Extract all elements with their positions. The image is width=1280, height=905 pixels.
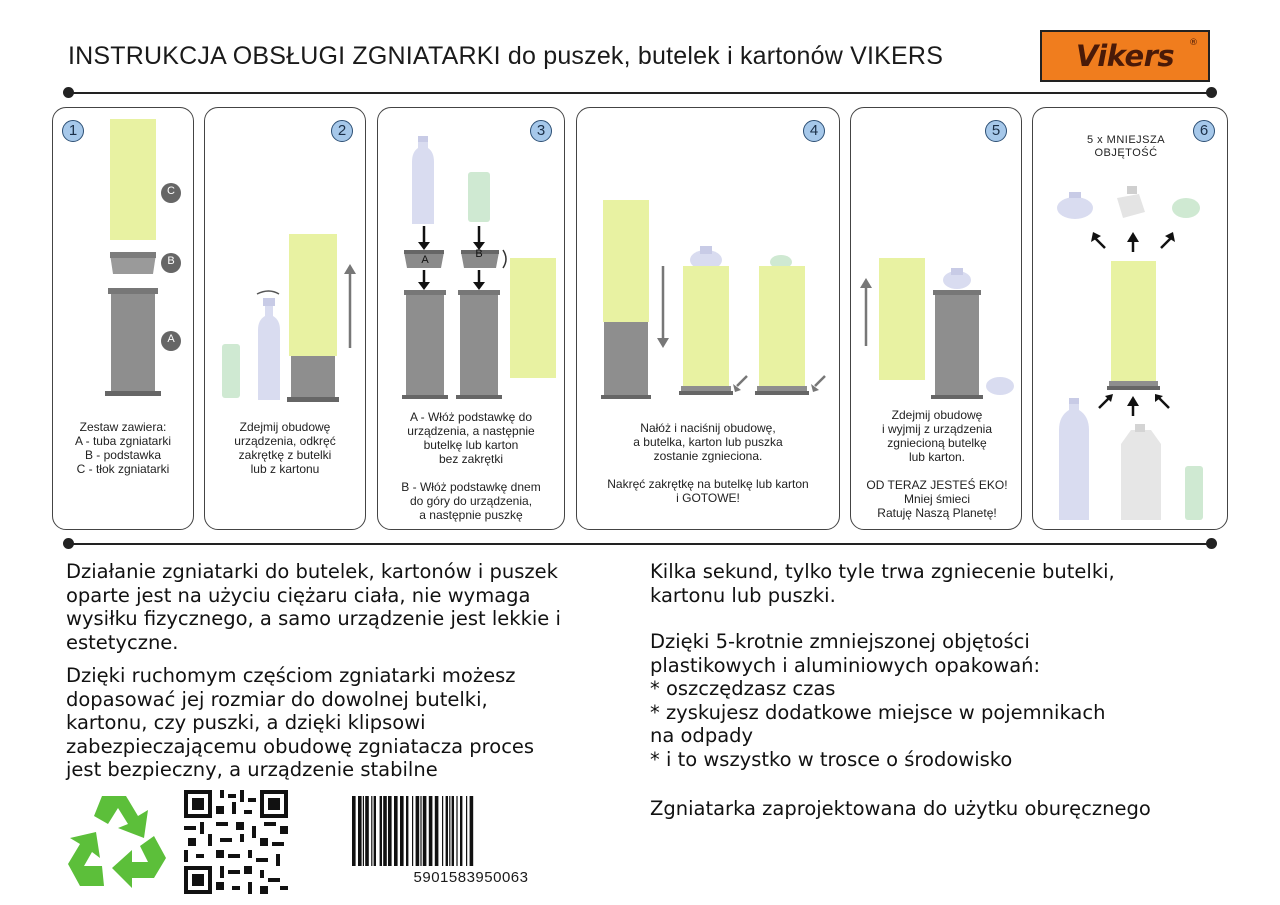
- tube-body: [291, 356, 335, 400]
- remove-housing-illustration: [205, 108, 365, 408]
- part-label-c: C: [167, 185, 175, 197]
- part-label-a: A: [167, 333, 175, 345]
- top-divider-dot-left: [63, 87, 74, 98]
- step-panel-2: [204, 107, 366, 530]
- step-1-caption: Zestaw zawiera: A - tuba zgniatarki B - podstawka C - tłok zgniatarki: [74, 420, 172, 476]
- crushed-bottle: [1057, 197, 1093, 219]
- barcode: [350, 796, 594, 868]
- page-title: INSTRUKCJA OBSŁUGI ZGNIATARKI do puszek, butelek i kartonów VIKERS: [68, 42, 944, 70]
- top-divider-dot-right: [1206, 87, 1217, 98]
- base-label-a: A: [421, 254, 429, 266]
- tube-a: [111, 290, 155, 392]
- step-4-caption: Nałóż i naciśnij obudowę, a butelka, karton lub puszka zostanie zgnieciona. Nakręć zakrętkę na butelkę lub karton i GOTOWE!: [607, 421, 809, 505]
- crushed-bottle: [986, 377, 1014, 395]
- middle-divider-dot-right: [1206, 538, 1217, 549]
- can: [222, 344, 240, 398]
- step-number-5: 5: [985, 120, 1007, 142]
- middle-divider: [68, 543, 1212, 545]
- crushed-can: [1172, 198, 1200, 218]
- housing-pressed-2: [759, 266, 805, 386]
- tube-2: [460, 292, 498, 396]
- step-number-2: 2: [331, 120, 353, 142]
- vikers-logo: [1040, 30, 1210, 82]
- top-divider: [68, 92, 1212, 94]
- press-housing-illustration: [577, 108, 839, 408]
- step-number-1: 1: [62, 120, 84, 142]
- housing-pressed-1: [683, 266, 729, 386]
- housing-lifted: [879, 258, 925, 380]
- step-panel-5: [850, 107, 1022, 530]
- logo-text: Vikers: [1075, 39, 1175, 73]
- volume-reduction-label: 5 x MNIEJSZA OBJĘTOŚĆ: [1086, 134, 1166, 159]
- bottle-a: [412, 141, 434, 224]
- step-panel-1: [52, 107, 194, 530]
- housing: [510, 258, 556, 378]
- can-b: [468, 172, 490, 222]
- two-handed-note: Zgniatarka zaprojektowana do użytku oburęcznego: [650, 797, 1151, 820]
- remove-crushed-illustration: [851, 108, 1021, 408]
- insert-base-illustration: [378, 108, 564, 408]
- bottle: [258, 306, 280, 400]
- benefits-paragraph: Dzięki 5-krotnie zmniejszonej objętości plastikowych i aluminiowych opakowań: * oszczędzasz czas * zyskujesz dodatkowe miejsce w pojemnikach na odpady * i to wszystko w trosce o środowisko: [650, 630, 1106, 771]
- part-label-b: B: [167, 255, 175, 267]
- tube-1: [406, 292, 444, 396]
- base-label-b: B: [475, 248, 483, 260]
- crushed-carton: [1117, 194, 1145, 218]
- housing-up: [603, 200, 649, 322]
- housing: [289, 234, 337, 356]
- step-panel-4: [576, 107, 840, 530]
- middle-divider-dot-left: [63, 538, 74, 549]
- step-2-caption: Zdejmij obudowę urządzenia, odkręć zakrętkę z butelki lub z kartonu: [234, 420, 336, 476]
- carton-full: [1121, 430, 1161, 520]
- qr-code: [184, 790, 288, 894]
- logo-registered-mark: ®: [1189, 38, 1198, 48]
- step-panel-6: [1032, 107, 1228, 530]
- description-paragraph-2: Dzięki ruchomym częściom zgniatarki możesz dopasować jej rozmiar do dowolnej butelki, kartonu, czy puszki, a dzięki klipsowi zabezpieczającemu obudowę zgniatacza proces jest bezpieczny, a urządzenie stabilne: [66, 664, 535, 781]
- speed-paragraph: Kilka sekund, tylko tyle trwa zgniecenie butelki, kartonu lub puszki.: [650, 560, 1115, 607]
- step-number-6: 6: [1193, 120, 1215, 142]
- can-full: [1185, 466, 1203, 520]
- description-paragraph-1: Działanie zgniatarki do butelek, kartonów i puszek oparte jest na użyciu ciężaru ciała, nie wymaga wysiłku fizycznego, a samo urządzenie jest lekkie i estetyczne.: [66, 560, 561, 654]
- housing: [1111, 261, 1156, 381]
- tube-under: [604, 322, 648, 396]
- recycle-icon: [64, 788, 170, 892]
- step-5-caption: Zdejmij obudowę i wyjmij z urządzenia zgniecioną butelkę lub karton. OD TERAZ JESTEŚ EKO! Mniej śmieci Ratuję Naszą Planetę!: [866, 408, 1008, 520]
- step-panel-3: [377, 107, 565, 530]
- step-number-3: 3: [530, 120, 552, 142]
- volume-reduction-illustration: [1033, 108, 1227, 528]
- bottle-full: [1059, 402, 1089, 520]
- piston-c: [110, 119, 156, 240]
- step-3-caption: A - Włóż podstawkę do urządzenia, a następnie butelkę lub karton bez zakrętki B - Włóż podstawkę dnem do góry do urządzenia, a następnie puszkę: [401, 410, 541, 522]
- tube: [935, 292, 979, 396]
- step-number-4: 4: [803, 120, 825, 142]
- barcode-number: 5901583950063: [413, 869, 529, 886]
